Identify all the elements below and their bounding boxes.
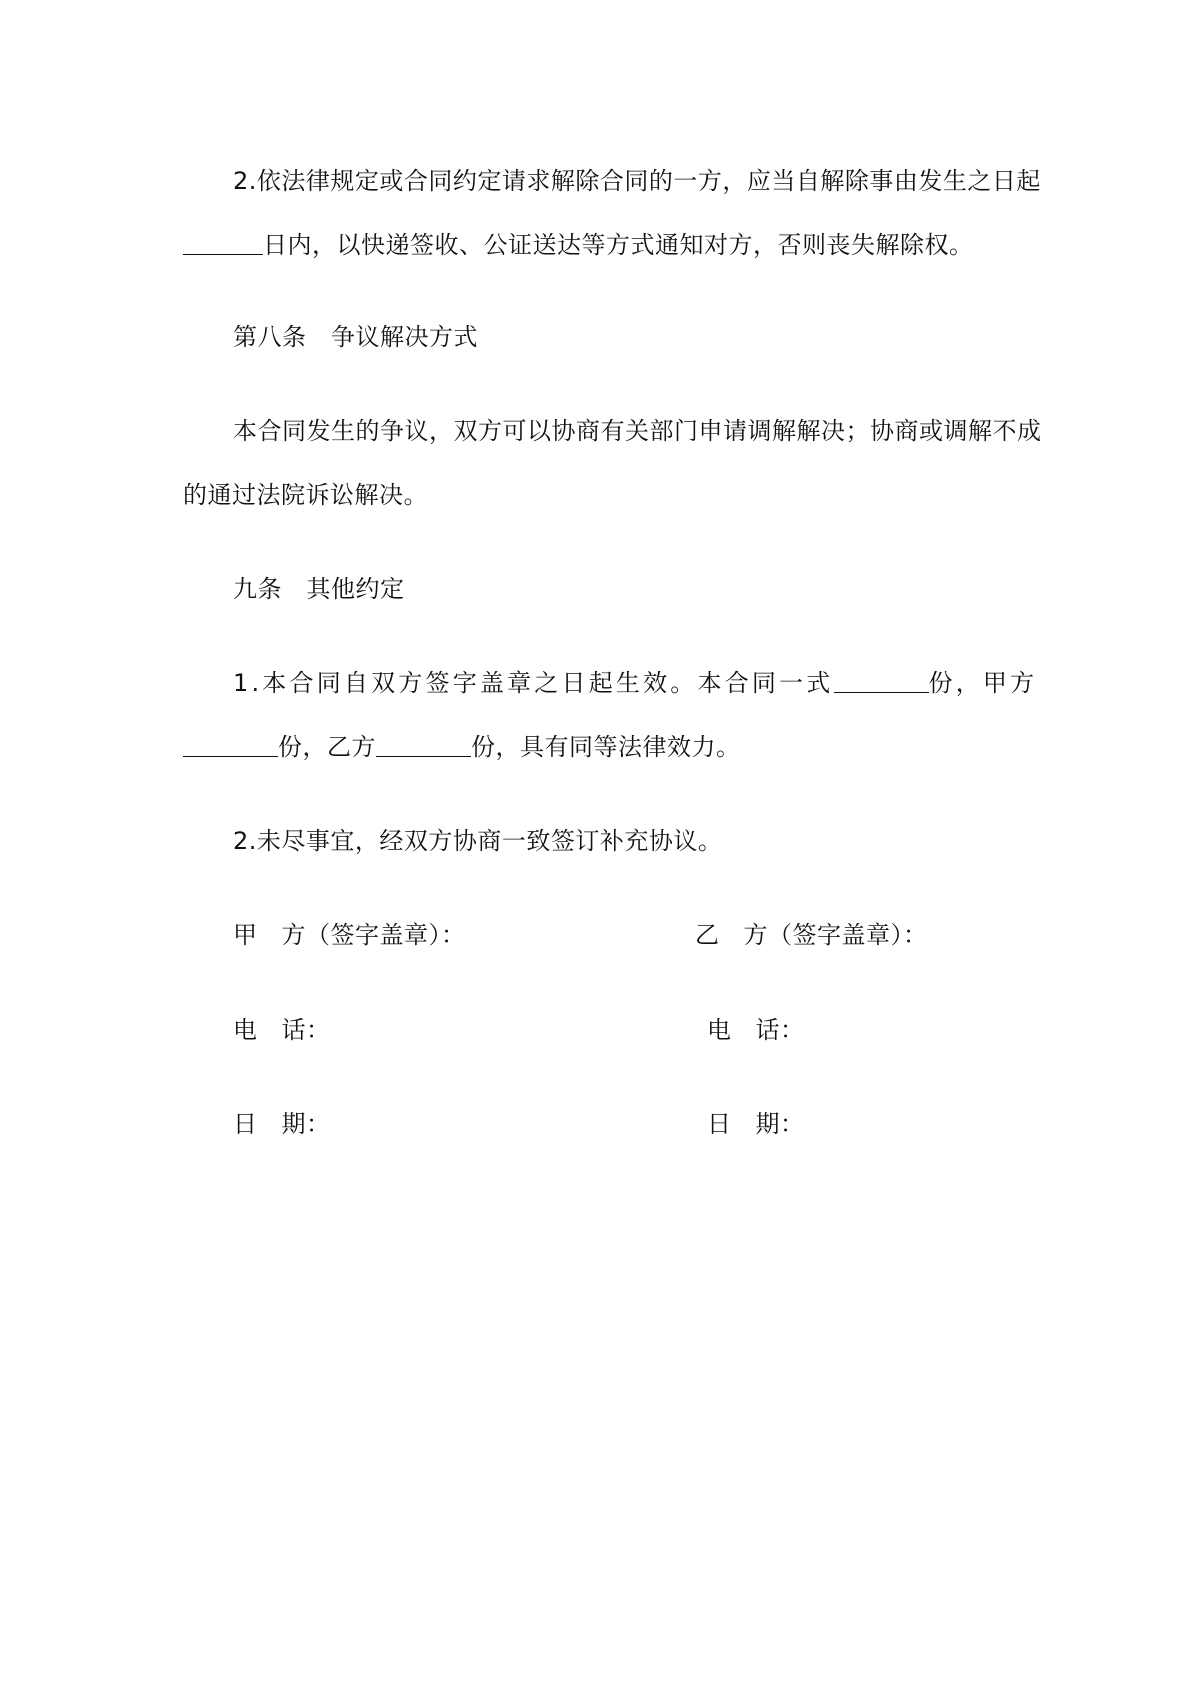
party-b-char: 乙 xyxy=(695,921,720,949)
clause9-item1-text2: 份，甲方 xyxy=(928,669,1038,697)
clause8-heading xyxy=(233,320,478,354)
party-a-phone-rest: 话： xyxy=(281,1016,331,1044)
party-a-date-rest: 期： xyxy=(281,1110,331,1138)
clause9-heading xyxy=(233,572,405,606)
party-a-label-rest: 方（签字盖章）： xyxy=(281,921,466,949)
days-blank[interactable] xyxy=(183,230,263,255)
party-a-date-label xyxy=(233,1107,331,1141)
clause8-body-line1 xyxy=(233,414,1042,448)
clause9-item1-text4: 份，具有同等法律效力。 xyxy=(471,733,741,761)
clause7-item2-line1 xyxy=(233,164,1041,198)
party-b-phone-rest: 话： xyxy=(755,1016,805,1044)
party-b-date-char: 日 xyxy=(707,1110,732,1138)
clause9-item2 xyxy=(233,824,722,858)
clause8-heading-text: 第八条 争议解决方式 xyxy=(233,323,478,351)
party-b-phone-label xyxy=(707,1013,805,1047)
party-b-label-rest: 方（签字盖章）： xyxy=(743,921,928,949)
party-b-date-rest: 期： xyxy=(755,1110,805,1138)
clause9-heading-text: 九条 其他约定 xyxy=(233,575,405,603)
party-a-phone-char: 电 xyxy=(233,1016,258,1044)
clause9-item1-line2 xyxy=(183,730,741,764)
clause9-item1-text3: 份，乙方 xyxy=(278,733,376,761)
party-a-char: 甲 xyxy=(233,921,258,949)
clause9-item1-line1 xyxy=(233,666,1037,700)
party-a-date-char: 日 xyxy=(233,1110,258,1138)
party-a-phone-label xyxy=(233,1013,331,1047)
clause8-body-text2: 的通过法院诉讼解决。 xyxy=(183,481,428,509)
clause8-body-line2 xyxy=(183,478,428,512)
clause7-item2-text2: 日内，以快递签收、公证送达等方式通知对方，否则丧失解除权。 xyxy=(263,231,974,259)
party-b-phone-char: 电 xyxy=(707,1016,732,1044)
party-b-copies-blank[interactable] xyxy=(376,732,471,757)
party-b-date-label xyxy=(707,1107,805,1141)
party-a-signature-label xyxy=(233,918,466,952)
clause9-item1-text1: 1.本合同自双方签字盖章之日起生效。本合同一式 xyxy=(233,669,834,697)
clause7-item2-line2 xyxy=(183,228,974,262)
party-b-signature-label xyxy=(695,918,928,952)
copies-total-blank[interactable] xyxy=(834,668,929,693)
clause7-item2-text1: 2.依法律规定或合同约定请求解除合同的一方，应当自解除事由发生之日起 xyxy=(233,167,1041,195)
clause9-item2-text: 2.未尽事宜，经双方协商一致签订补充协议。 xyxy=(233,827,723,855)
party-a-copies-blank[interactable] xyxy=(183,732,278,757)
clause8-body-text1: 本合同发生的争议，双方可以协商有关部门申请调解解决；协商或调解不成 xyxy=(233,417,1042,445)
